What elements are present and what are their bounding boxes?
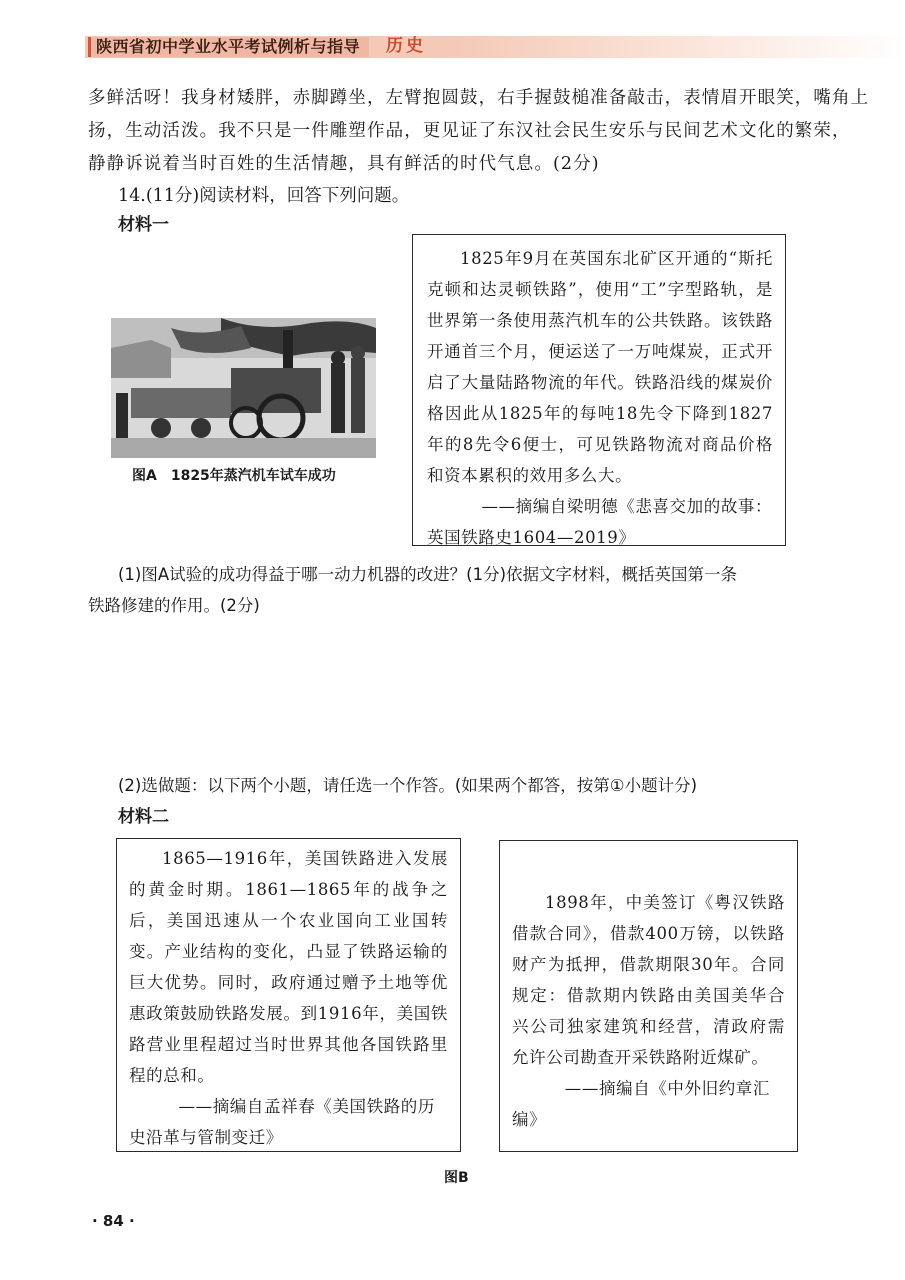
material-2-right-source: ——摘编自《中外旧约章汇编》	[512, 1079, 770, 1129]
material-2-label: 材料二	[118, 807, 169, 827]
sub-question-2: (2)选做题：以下两个小题，请任选一个作答。(如果两个都答，按第①小题计分)	[118, 776, 698, 795]
figure-a-caption: 图A 1825年蒸汽机车试车成功	[132, 468, 336, 484]
material-1-text: 1825年9月在英国东北矿区开通的“斯托克顿和达灵顿铁路”，使用“工”字型路轨，是世界第一条使用蒸汽机车的公共铁路。该铁路开通首三个月，便运送了一万吨煤炭，正式开启了大量陆路物流的年代。铁路沿线的煤炭价格因此从1825年的每吨18先令下降到1827年的8先令6便士，可见铁路物流对商品价格和资本累积的效用多么大。	[427, 249, 773, 485]
material-2-left-box	[116, 838, 461, 1152]
material-2-left-source: ——摘编自孟祥春《美国铁路的历史沿革与管制变迁》	[129, 1097, 435, 1147]
material-1-box	[412, 234, 786, 546]
question-14-stem: 14.(11分)阅读材料，回答下列问题。	[118, 186, 410, 206]
sub-question-1-line-2: 铁路修建的作用。(2分)	[88, 596, 260, 615]
paragraph-line-1: 多鲜活呀！我身材矮胖，赤脚蹲坐，左臂抱圆鼓，右手握鼓槌准备敲击，表情眉开眼笑，嘴角上	[88, 88, 870, 108]
sub-question-1-line-1: (1)图A试验的成功得益于哪一动力机器的改进？(1分)依据文字材料，概括英国第一条	[118, 565, 738, 584]
paragraph-line-3: 静静诉说着当时百姓的生活情趣，具有鲜活的时代气息。(2分)	[88, 154, 600, 174]
page-number: · 84 ·	[92, 1212, 135, 1230]
material-2-left-text: 1865—1916年，美国铁路进入发展的黄金时期。1861—1865年的战争之后，美国迅速从一个农业国向工业国转变。产业结构的变化，凸显了铁路运输的巨大优势。同时，政府通过赠予土地等优惠政策鼓励铁路发展。到1916年，美国铁路营业里程超过当时世界其他各国铁路里程的总和。	[129, 849, 448, 1085]
material-1-label: 材料一	[118, 215, 169, 235]
figure-b-caption: 图B	[444, 1170, 469, 1186]
material-2-right-box	[499, 840, 798, 1152]
material-2-right-text: 1898年，中美签订《粤汉铁路借款合同》，借款400万镑，以铁路财产为抵押，借款期限30年。合同规定：借款期内铁路由美国美华合兴公司独家建筑和经营，清政府需允许公司勘查开采铁路附近煤矿。	[512, 893, 785, 1067]
material-1-source: ——摘编自梁明德《悲喜交加的故事：英国铁路史1604—2019》	[427, 497, 773, 547]
book-title: 陕西省初中学业水平考试例析与指导	[96, 37, 361, 56]
subject-title: 历史	[386, 36, 426, 56]
paragraph-line-2: 扬，生动活泼。我不只是一件雕塑作品，更见证了东汉社会民生安乐与民间艺术文化的繁荣，	[88, 121, 851, 141]
steam-locomotive-illustration	[111, 318, 376, 458]
